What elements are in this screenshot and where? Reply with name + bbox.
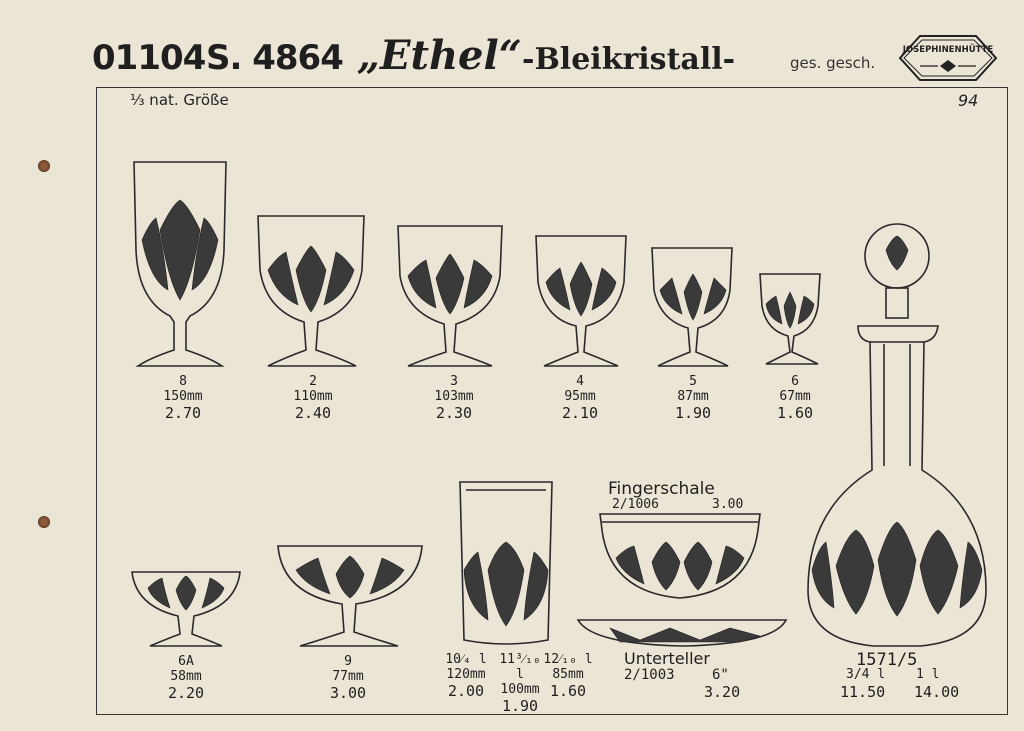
item-size: 58mm — [170, 669, 202, 684]
item-size: 67mm — [779, 389, 811, 404]
item-number: 6A — [178, 654, 194, 669]
item-price: 2.10 — [561, 404, 599, 422]
glass-4-label — [552, 374, 608, 422]
item-volume: 12⁄₁₀ l — [543, 652, 593, 667]
underplate-price: 3.20 — [704, 683, 741, 701]
bowl-6a-drawing — [132, 572, 240, 646]
glass-8-label — [155, 374, 211, 422]
item-number: 6 — [791, 374, 799, 389]
item-size: 95mm — [564, 389, 596, 404]
item-size: 85mm — [552, 667, 584, 682]
goblet-3-drawing — [398, 226, 502, 366]
underplate-number: 2/1003 — [624, 667, 675, 683]
goblet-6-drawing — [760, 274, 820, 364]
item-number: 3 — [450, 374, 458, 389]
bowl-6a-label — [158, 654, 214, 702]
tumbler-drawing — [460, 482, 552, 644]
goblet-5-drawing — [652, 248, 732, 366]
item-number: 9 — [344, 654, 352, 669]
fingerbowl-drawing — [600, 514, 760, 598]
tumbler-small-label — [440, 652, 492, 700]
item-price: 2.70 — [164, 404, 202, 422]
fingerbowl-number: 2/1006 — [612, 497, 659, 512]
item-number: 5 — [689, 374, 697, 389]
item-number: 2 — [309, 374, 317, 389]
item-volume: 11³⁄₁₀ l — [499, 652, 541, 682]
fingerbowl-price: 3.00 — [712, 497, 744, 512]
glass-5-label — [665, 374, 721, 422]
glass-6-label — [767, 374, 823, 422]
item-price: 2.40 — [294, 404, 332, 422]
item-size: 103mm — [434, 389, 474, 404]
underplate-title: Unterteller — [624, 649, 710, 668]
item-price: 1.60 — [776, 404, 814, 422]
bowl-9-label — [320, 654, 376, 702]
bowl-9-drawing — [278, 546, 422, 646]
catalog-code: 01104 — [92, 38, 206, 78]
underplate-drawing — [578, 620, 786, 646]
item-price: 2.30 — [435, 404, 473, 422]
item-price: 1.90 — [674, 404, 712, 422]
item-size: 110mm — [293, 389, 333, 404]
item-size: 87mm — [677, 389, 709, 404]
goblet-8-drawing — [134, 162, 226, 366]
item-number: 4 — [576, 374, 584, 389]
goblet-4-drawing — [536, 236, 626, 366]
material-title: -Bleikristall- — [522, 42, 736, 77]
underplate-size: 6" — [712, 667, 729, 683]
tumbler-large-label — [542, 652, 594, 700]
item-size: 120mm — [446, 667, 486, 682]
item-price: 3.00 — [329, 684, 367, 702]
fingerbowl-title: Fingerschale — [608, 479, 715, 499]
item-price: 1.60 — [549, 682, 587, 700]
registered-note: ges. gesch. — [790, 54, 876, 72]
item-price: 2.00 — [447, 682, 485, 700]
decanter-price-large: 14.00 — [914, 683, 960, 701]
item-price: 2.20 — [167, 684, 205, 702]
decanter-price-small: 11.50 — [840, 683, 886, 701]
series-number: S. 4864 — [206, 38, 343, 78]
item-price: 1.90 — [501, 697, 539, 715]
item-size: 100mm — [500, 682, 540, 697]
item-size: 150mm — [163, 389, 203, 404]
item-volume: 10⁄₄ l — [445, 652, 487, 667]
tumbler-medium-label — [494, 652, 546, 715]
decanter-number: 1571/5 — [856, 650, 918, 670]
pattern-name: „Ethel“ — [357, 32, 522, 79]
glass-2-label — [285, 374, 341, 422]
svg-text:JOSEPHINENHÜTTE: JOSEPHINENHÜTTE — [902, 45, 994, 55]
glass-3-label — [426, 374, 482, 422]
decanter-volume-small: 3/4 l — [846, 667, 886, 682]
scale-note: ⅓ nat. Größe — [130, 91, 229, 109]
item-size: 77mm — [332, 669, 364, 684]
decanter-volume-large: 1 l — [916, 667, 940, 682]
page-number: 94 — [958, 91, 979, 110]
item-number: 8 — [179, 374, 187, 389]
goblet-2-drawing — [258, 216, 364, 366]
decanter-drawing — [808, 224, 986, 646]
